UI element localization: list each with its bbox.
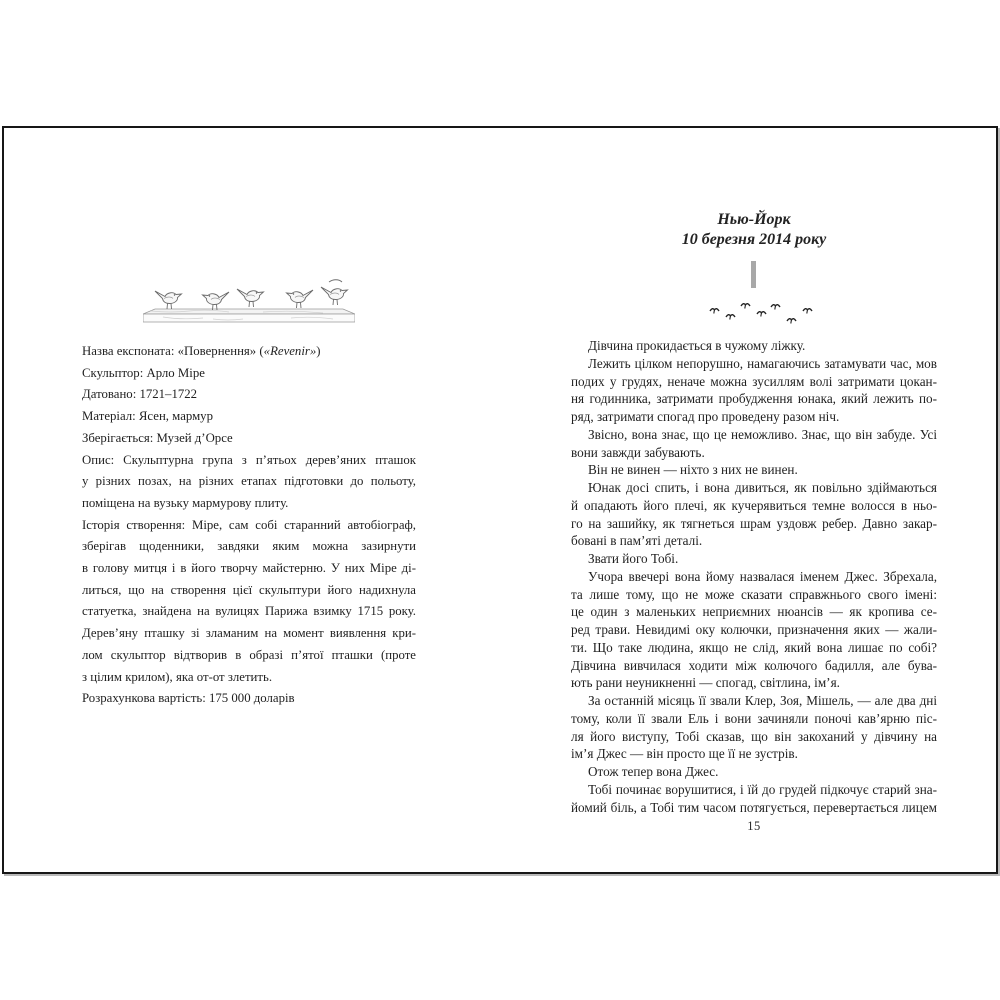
text-line: Дерев’яну пташку зі зламаним на момент виявлення кри- — [82, 626, 416, 641]
text-line: зберігав щоденники, завдяки яким можна зазирнути — [82, 539, 416, 554]
text-line: з цілим крилом), яка от-от злетить. — [82, 669, 273, 684]
text-line: статуетка, знайдена на вулицях Парижа взимку 1715 року. — [82, 604, 416, 619]
text-line: Він не винен — ніхто з них не винен. — [588, 462, 798, 478]
marble-slab-top — [143, 309, 355, 314]
text-line: го на зашийку, як тягнеться шрам уздовж ребер. Давно закар- — [571, 515, 937, 531]
text-line: у різних позах, на різних етапах підготовки до польоту, — [82, 474, 416, 489]
text-line: Назва експоната: «Повернення» («Revenir») — [82, 344, 321, 358]
text-line: тому, коли її звали Ель і вони зачиняли поночі кав’ярню піс- — [571, 710, 937, 726]
text-line: ім’я Джес — він просто ще її не зустрів. — [571, 746, 798, 762]
text-line: Отож тепер вона Джес. — [588, 764, 719, 779]
text-line: Історія створення: Міре, сам собі старанний автобіограф, — [82, 517, 416, 532]
flying-bird-icon — [756, 308, 767, 318]
chapter-date: 10 березня 2014 року — [681, 231, 827, 248]
flying-bird-icon — [740, 300, 751, 310]
text-line: бовані в пам’яті деталі. — [571, 533, 703, 549]
flying-bird-icon — [709, 305, 720, 315]
text-line: в голову митця і в його творчу майстерню. У них Міре ді- — [82, 561, 416, 576]
text-line: ють рани неуникненні — спогад, світлина, ім’я. — [571, 675, 840, 691]
text-line: Звати його Тобі. — [588, 551, 679, 566]
text-line: Матеріал: Ясен, мармур — [82, 409, 213, 424]
text-line: Дівчина прокидається в чужому ліжку. — [588, 338, 806, 353]
text-line: Скульптор: Арло Міре — [82, 365, 205, 380]
chapter-body-text — [571, 337, 937, 816]
text-line: ля його виступу, Тобі сказав, що він закоханий у дівчину на — [571, 728, 937, 744]
text-line: Датовано: 1721–1722 — [82, 387, 198, 402]
text-line: Тобі починає ворушитися, і їй до грудей підкочує старий зна- — [588, 781, 937, 797]
text-line: це один з маленьких неприємних нюансів — як кропива се- — [571, 604, 937, 620]
text-line: лом скульптор відтворив в образі п’ятої пташки (проте — [82, 647, 416, 662]
chapter-location: Нью-Йорк — [717, 211, 791, 228]
page-number: 15 — [747, 819, 761, 833]
book-spread — [2, 126, 998, 874]
text-line: литься, що на створення цієї скульптури його надихнула — [82, 582, 416, 597]
text-line: вони завжди забувають. — [571, 444, 705, 460]
text-line: та лише тому, що не може сказати справжнього свого імені: — [571, 586, 937, 602]
chapter-header — [571, 210, 937, 250]
text-line: подих у грудях, неначе можна зусиллям волі затримати цокан- — [571, 373, 937, 389]
catalog-text — [82, 341, 416, 710]
text-line: Дівчина вивчилася ходити між колючого бадилля, але бува- — [571, 657, 937, 673]
text-line: Учора ввечері вона йому назвалася іменем Джес. Збрехала, — [588, 568, 937, 584]
text-line: ти. Що таке людина, якщо не слід, який вона лишає по собі? — [571, 639, 937, 655]
text-line: ред трави. Невидимі оку колючки, призначення яких — жали- — [571, 622, 937, 637]
flying-bird-icon — [770, 301, 781, 311]
text-line: ня годинника, затримати пробудження юнака, який лежить по- — [571, 391, 937, 407]
text-line: й опадають його плечі, як кучерявиться темне волосся в ньо- — [571, 497, 937, 513]
text-line: Лежить цілком непорушно, намагаючись затамувати час, мов — [588, 355, 937, 371]
flying-birds-ornament — [701, 299, 815, 327]
text-line: поміщена на вузьку мармурову плиту. — [82, 495, 289, 510]
text-line: За останній місяць її звали Клер, Зоя, Мішель, — але два дні — [588, 693, 937, 708]
flying-bird-icon — [786, 315, 797, 325]
text-line: Юнак досі спить, і вона дивиться, як повільно здіймаються — [588, 480, 937, 495]
text-line: Розрахункова вартість: 175 000 доларів — [82, 691, 295, 706]
flying-bird-icon — [725, 311, 736, 321]
flying-bird-icon — [802, 305, 813, 315]
text-line: йомий біль, а Тобі тим часом потягується, перевертається лицем — [571, 799, 937, 815]
text-line: ряд, затримати спогад про проведену разом ніч. — [571, 409, 840, 424]
text-line: Опис: Скульптурна група з п’ятьох дерев’яних пташок — [82, 452, 416, 467]
text-line: Звісно, вона знає, що це неможливо. Знає, що він забуде. Усі — [588, 426, 937, 442]
ornament-bar — [751, 261, 756, 288]
text-line: Зберігається: Музей д’Орсе — [82, 430, 233, 445]
bird-sculpture-illustration — [143, 278, 355, 324]
